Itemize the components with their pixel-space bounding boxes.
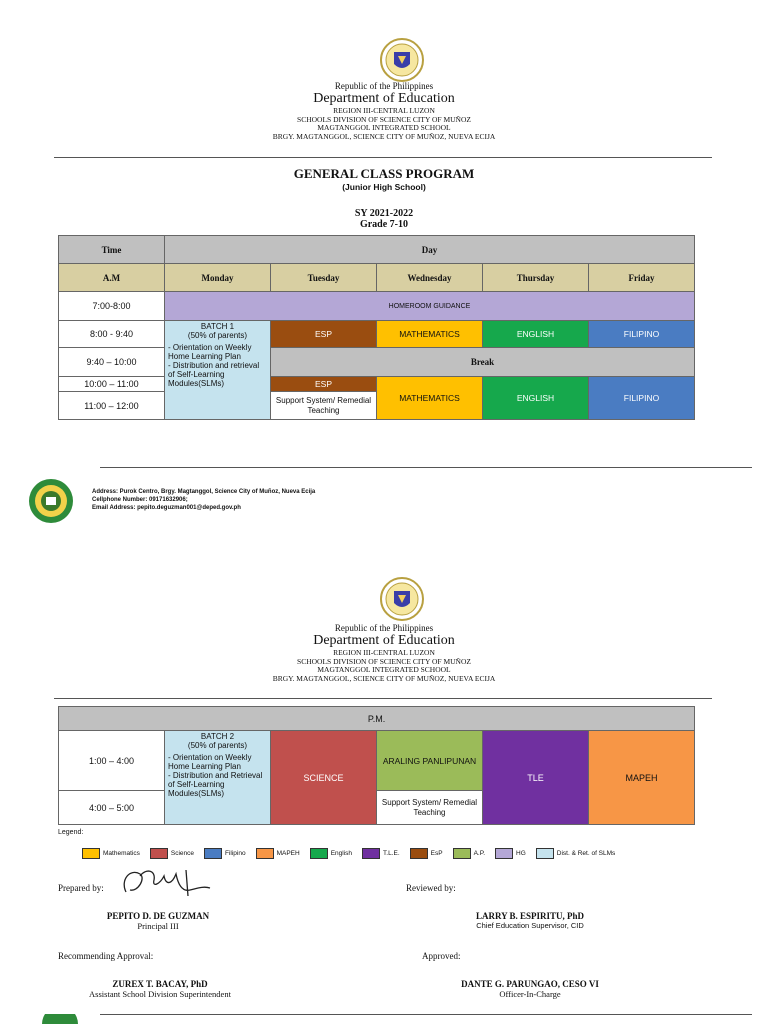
republic-text: Republic of the Philippines [334,81,434,91]
program-subtitle: (Junior High School) [342,182,426,192]
school-text: MAGTANGGOL INTEGRATED SCHOOL [317,123,451,133]
reviewed-name: LARRY B. ESPIRITU, PhD [475,911,585,921]
program-title: GENERAL CLASS PROGRAM [293,166,475,181]
am-label: A.M [59,264,165,292]
batch2-cell [165,731,271,825]
prepared-position: Principal III [137,921,179,931]
approved-label: Approved: [422,951,461,961]
recommending-position: Assistant School Division Superintendent [89,989,231,999]
esp-cell: ESP [271,321,377,348]
school-text: MAGTANGGOL INTEGRATED SCHOOL [317,665,451,675]
day-wednesday: Wednesday [377,264,483,292]
contact-cellphone: Cellphone Number: 09171632906; [92,497,188,503]
region-text: REGION III-CENTRAL LUZON [333,648,435,657]
reviewed-position: Chief Education Supervisor, CID [476,921,584,930]
legend-swatch [256,848,274,859]
tle-cell: TLE [483,731,589,825]
legend-item: Science [150,848,194,859]
header-divider [54,698,712,699]
region-text: REGION III-CENTRAL LUZON [333,106,435,115]
day-friday: Friday [589,264,695,292]
support-cell: Support System/ Remedial Teaching [377,791,483,825]
mapeh-cell: MAPEH [589,731,695,825]
batch1-cell [165,321,271,420]
filipino-cell: FILIPINO [589,377,695,420]
batch2-item-1: - Orientation on Weekly Home Learning Plan [168,753,252,771]
table-row [59,236,695,264]
day-monday: Monday [165,264,271,292]
legend [82,848,625,859]
school-year: SY 2021-2022 [354,208,414,219]
legend-item: English [310,848,352,859]
legend-item: A.P. [453,848,485,859]
time-cell: 11:00 – 12:00 [59,392,165,420]
batch1-item-2: - Distribution and retrieval of Self-Learning Modules(SLMs) [168,361,260,388]
sy-block [0,208,768,230]
batch1-item-1: - Orientation on Weekly Home Learning Plan [168,343,252,361]
legend-swatch [362,848,380,859]
program-title-block [0,166,768,192]
math-cell: MATHEMATICS [377,321,483,348]
pm-header: P.M. [59,707,695,731]
legend-item: MAPEH [256,848,300,859]
legend-swatch [310,848,328,859]
deped-seal-icon [380,577,424,621]
science-cell: SCIENCE [271,731,377,825]
table-row [59,264,695,292]
batch2-item-2: - Distribution and Retrieval of Self-Learning Modules(SLMs) [168,771,263,798]
school-address-text: BRGY. MAGTANGGOL, SCIENCE CITY OF MUÑOZ, NUEVA ECIJA [272,131,496,141]
school-logo-icon [28,478,74,524]
recommending-label: Recommending Approval: [58,951,154,961]
table-row [59,292,695,321]
department-text: Department of Education [313,91,455,106]
legend-swatch [453,848,471,859]
day-tuesday: Tuesday [271,264,377,292]
approved-name: DANTE G. PARUNGAO, CESO VI [461,979,599,989]
header-divider [54,157,712,158]
time-cell: 1:00 – 4:00 [59,731,165,791]
legend-label: Legend: [58,829,84,836]
am-schedule-table [58,235,695,420]
time-cell: 10:00 – 11:00 [59,377,165,392]
header-block-2 [0,623,768,683]
legend-swatch [82,848,100,859]
batch2-title: BATCH 2 [200,732,235,741]
grade-level: Grade 7-10 [359,219,409,230]
table-row [59,377,695,392]
deped-seal-icon [380,38,424,82]
filipino-cell: FILIPINO [589,321,695,348]
day-thursday: Thursday [483,264,589,292]
signature-icon [116,862,216,908]
recommending-signatory [40,979,280,999]
legend-swatch [495,848,513,859]
table-row [59,348,695,377]
contact-address: Address: Purok Centro, Brgy. Magtanggol, Science City of Muñoz, Nueva Ecija [92,489,316,495]
legend-item: Dist. & Ret. of SLMs [536,848,616,859]
contact-email: Email Address: pepito.deguzman001@deped.gov.ph [92,505,241,511]
araling-cell: ARALING PANLIPUNAN [377,731,483,791]
footer-divider [100,467,752,468]
math-cell: MATHEMATICS [377,377,483,420]
recommending-name: ZUREX T. BACAY, PhD [112,979,208,989]
legend-item: Filipino [204,848,246,859]
reviewed-label: Reviewed by: [406,883,456,893]
legend-item: EsP [410,848,443,859]
legend-swatch [410,848,428,859]
break-cell: Break [271,348,695,377]
division-text: SCHOOLS DIVISION OF SCIENCE CITY OF MUÑOZ [297,656,471,666]
legend-item: T.L.E. [362,848,400,859]
approved-signatory [410,979,650,999]
legend-swatch [536,848,554,859]
legend-item: HG [495,848,526,859]
department-text: Department of Education [313,633,455,648]
time-cell: 9:40 – 10:00 [59,348,165,377]
time-cell: 4:00 – 5:00 [59,791,165,825]
division-text: SCHOOLS DIVISION OF SCIENCE CITY OF MUÑOZ [297,114,471,124]
batch1-title: BATCH 1 [200,322,235,331]
header-block-1 [0,81,768,141]
esp-cell: ESP [271,377,377,392]
prepared-signatory [58,911,258,931]
legend-swatch [150,848,168,859]
homeroom-cell: HOMEROOM GUIDANCE [165,292,695,321]
english-cell: ENGLISH [483,377,589,420]
prepared-label: Prepared by: [58,883,104,893]
prepared-name: PEPITO D. DE GUZMAN [106,911,210,921]
legend-item: Mathematics [82,848,140,859]
time-cell: 8:00 - 9:40 [59,321,165,348]
time-header: Time [59,236,165,264]
table-row [59,707,695,731]
batch1-parents: (50% of parents) [187,331,248,340]
republic-text: Republic of the Philippines [334,623,434,633]
approved-position: Officer-In-Charge [499,989,561,999]
english-cell: ENGLISH [483,321,589,348]
pm-schedule-table [58,706,695,825]
time-cell: 7:00-8:00 [59,292,165,321]
school-logo-icon [40,1014,80,1024]
school-address-text: BRGY. MAGTANGGOL, SCIENCE CITY OF MUÑOZ, NUEVA ECIJA [272,673,496,683]
day-header: Day [165,236,695,264]
footer-divider [100,1014,752,1015]
contact-info [92,488,315,512]
support-cell: Support System/ Remedial Teaching [271,392,377,420]
legend-swatch [204,848,222,859]
reviewed-signatory [412,911,648,930]
table-row [59,321,695,348]
batch2-parents: (50% of parents) [187,741,248,750]
table-row [59,731,695,791]
